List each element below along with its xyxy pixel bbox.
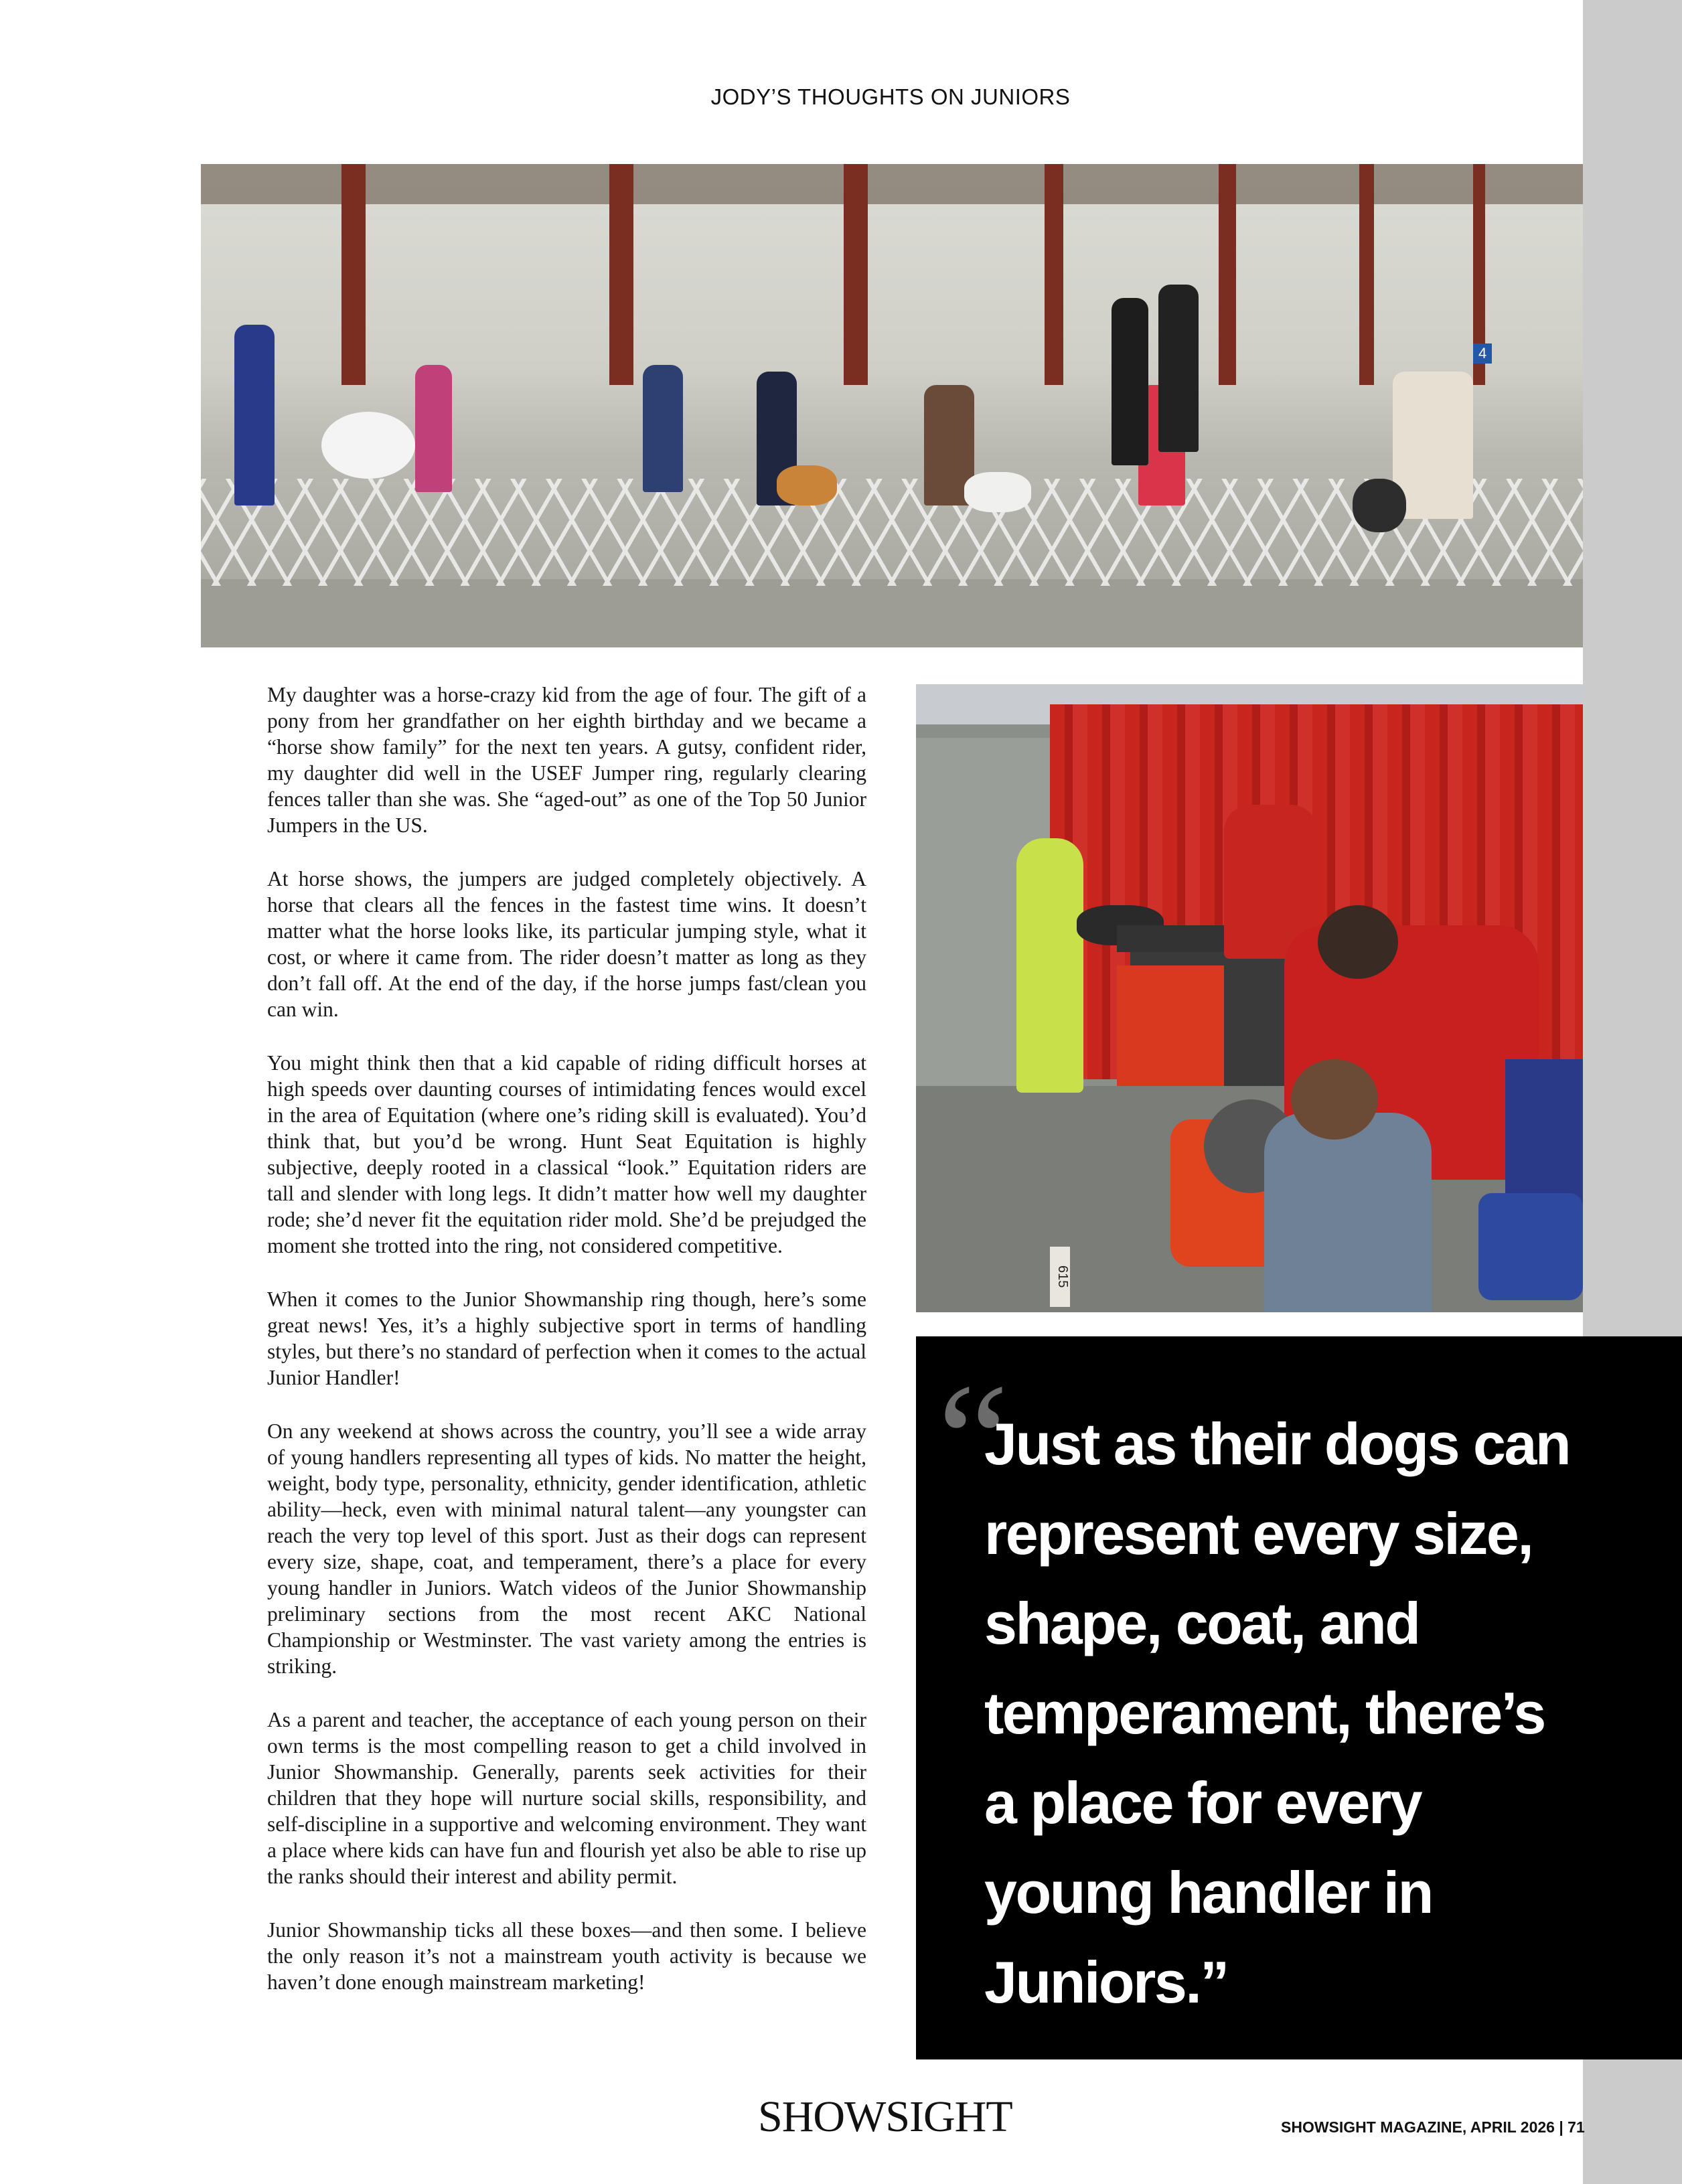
junior-showmanship-ring-photo [201, 164, 1583, 647]
article-paragraph: On any weekend at shows across the country, you’ll see a wide array of young handlers representing all types of kids. No matter the height, weight, body type, personality, ethnicity, gender identification, athletic ability—heck, even with minimal natural talent—any youngster can reach the very top level of this sport. Just as their dogs can represent every size, shape, coat, and temperament, there’s a place for every young handler in Juniors. Watch videos of the Junior Showmanship preliminary sections from the most recent AKC National Championship or Westminster. The vast variety among the entries is striking. [267, 1419, 866, 1678]
ring-number-sign: 4 [1473, 343, 1492, 364]
folio-line: SHOWSIGHT MAGAZINE, APRIL 2026 | 71 [1281, 2118, 1585, 2136]
pull-quote-text: Just as their dogs can represent every size, shape, coat, and temperament, there’s a place for every young handler in Juniors.” [984, 1411, 1570, 2015]
quote-mark-icon: “ [937, 1350, 1009, 1529]
article-paragraph: When it comes to the Junior Showmanship ring though, here’s some great news! Yes, it’s a highly subjective sport in terms of handling styles, but there’s no standard of perfection when it comes to the actual Junior Handler! [267, 1288, 866, 1389]
article-paragraph: You might think then that a kid capable of riding difficult horses at high speeds over daunting courses of intimidating fences would excel in the area of Equitation (where one’s riding skill is evaluated). You’d think that, but you’d be wrong. Hunt Seat Equitation is highly subjective, deeply rooted in a classical “look.” Equitation riders are tall and slender with long legs. It didn’t matter how well my daughter rode; she’d never fit the equitation rider mold. She’d be prejudged the moment she trotted into the ring, not considered competitive. [267, 1051, 866, 1257]
article-paragraph: My daughter was a horse-crazy kid from the age of four. The gift of a pony from her grandfather on her eighth birthday and we became a “horse show family” for the next ten years. A gutsy, confident rider, my daughter did well in the USEF Jumper ring, regularly clearing fences taller than she was. She “aged-out” as one of the Top 50 Junior Jumpers in the US. [267, 683, 866, 837]
article-paragraph: As a parent and teacher, the acceptance of each young person on their own terms is the most compelling reason to get a child involved in Junior Showmanship. Generally, parents seek activities for their children that they hope will nurture social skills, responsibility, and self-discipline in a supportive and welcoming environment. They want a place where kids can have fun and flourish yet also be able to rise up the ranks should their interest and ability permit. [267, 1708, 866, 1888]
armband-number: 615 [1050, 1247, 1070, 1307]
article-paragraph: Junior Showmanship ticks all these boxes—and then some. I believe the only reason it’s not a mainstream youth activity is because we haven’t done enough mainstream marketing! [267, 1918, 866, 1994]
article-body [267, 682, 866, 2023]
showsight-logo: SHOWSIGHT [758, 2092, 1012, 2141]
article-paragraph: At horse shows, the jumpers are judged completely objectively. A horse that clears all the fences in the fastest time wins. It doesn’t matter what the horse looks like, its particular jumping style, what it cost, or where it came from. The rider doesn’t matter as long as they don’t fall off. At the end of the day, if the horse jumps fast/clean you can win. [267, 867, 866, 1021]
grooming-area-photo [916, 684, 1583, 1312]
section-header: JODY’S THOUGHTS ON JUNIORS [710, 84, 1071, 109]
